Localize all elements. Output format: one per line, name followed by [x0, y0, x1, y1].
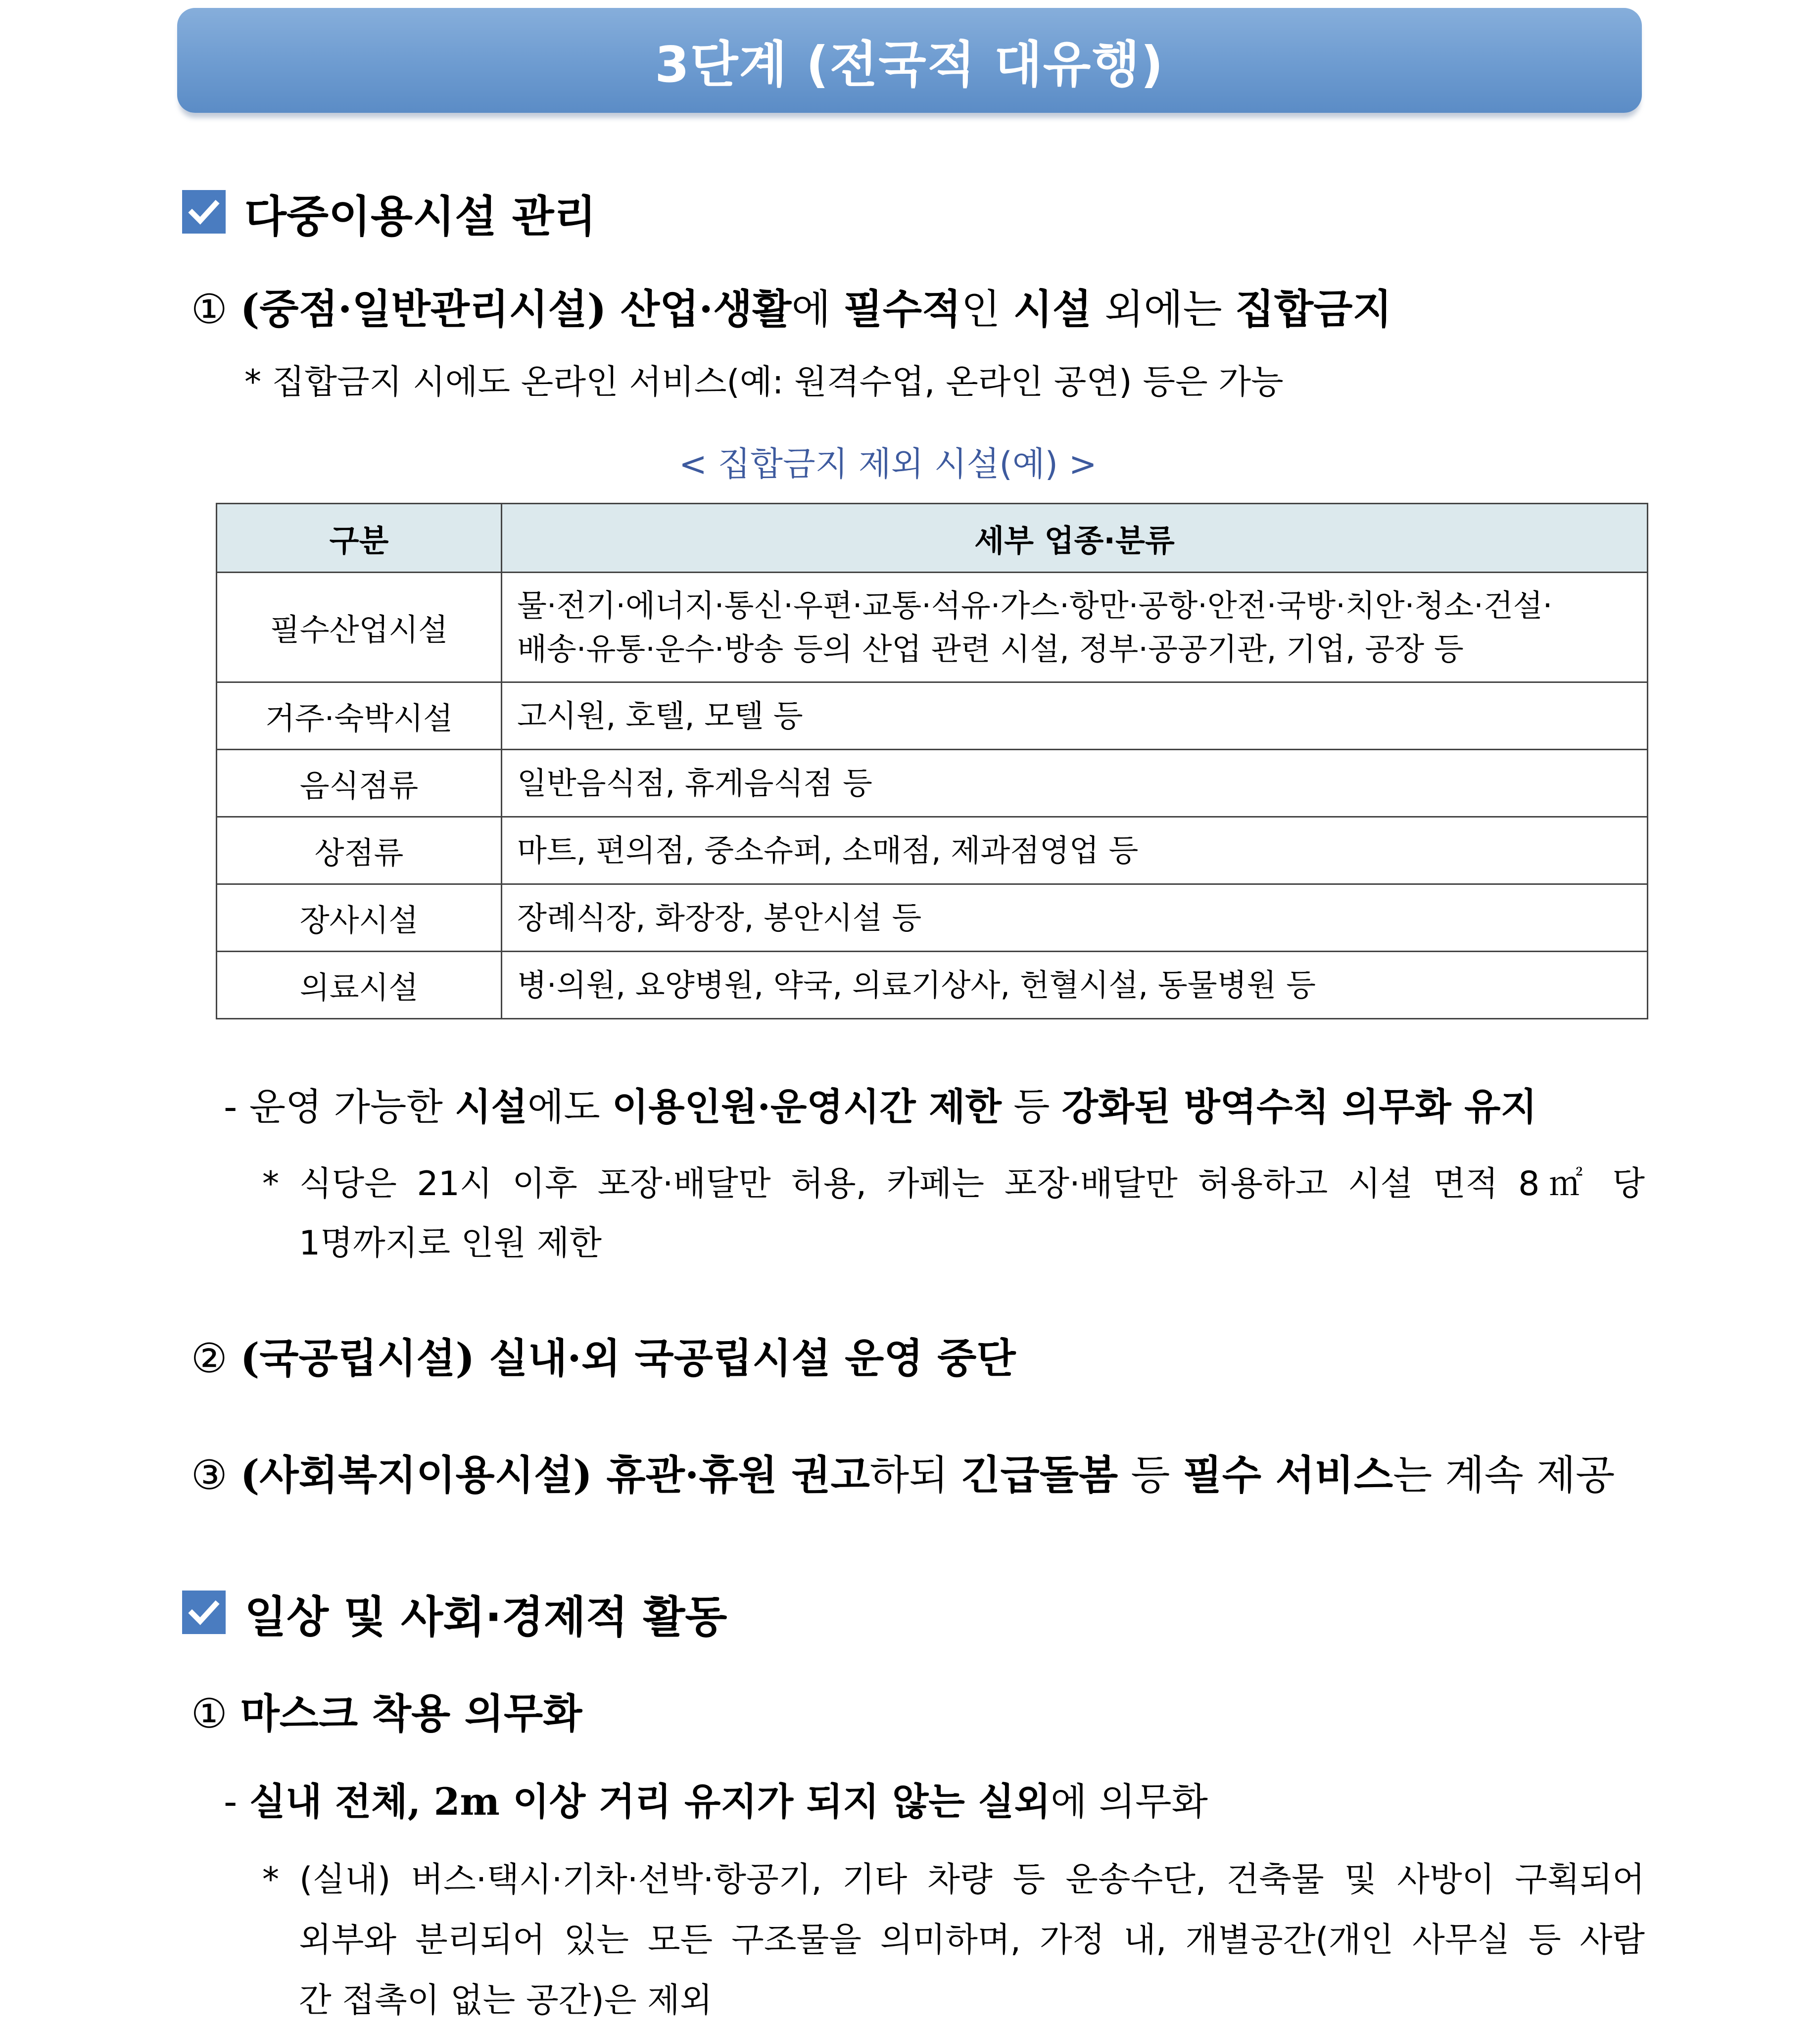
dash-text: 에도: [527, 1085, 612, 1129]
dash-bold-text: 시설: [454, 1085, 527, 1129]
item-bold-text: (국공립시설) 실내·외 국공립시설 운영 중단: [240, 1335, 1016, 1382]
banner-title: 3단계 (전국적 대유행): [655, 36, 1164, 94]
note-restaurant-line1: * 식당은 21시 이후 포장·배달만 허용, 카페는 포장·배달만 허용하고 시설 면적 8㎡ 당: [262, 1164, 1645, 1204]
note-online-services: * 집합금지 시에도 온라인 서비스(예: 원격수업, 온라인 공연) 등은 가능: [244, 363, 1284, 402]
table-cell-category: 필수산업시설: [217, 573, 502, 682]
stage-banner: [177, 8, 1642, 113]
dash-operating-facilities: [224, 1077, 1537, 1131]
note-indoor-line1: * (실내) 버스·택시·기차·선박·항공기, 기타 차량 등 운송수단, 건축물 및 사방이 구획되어: [262, 1860, 1645, 1899]
table-cell-detail-line: 배송·유통·운수·방송 등의 산업 관련 시설, 정부·공공기관, 기업, 공장 등: [517, 630, 1464, 667]
item-bold-text: 필수적: [843, 286, 961, 333]
section-title-facilities: 다중이용시설 관리: [244, 191, 596, 242]
item-number: ②: [191, 1335, 228, 1382]
table-row: [217, 573, 1648, 682]
note-restaurant-line2: 1명까지로 인원 제한: [299, 1224, 602, 1263]
table-row: [217, 817, 1648, 884]
table-cell-category: 음식점류: [217, 750, 502, 817]
table-cell-category: 의료시설: [217, 952, 502, 1019]
table-cell-detail: 일반음식점, 휴게음식점 등: [502, 750, 1648, 817]
item-welfare-facilities: [191, 1443, 1615, 1501]
item-bold-text: (사회복지이용시설) 휴관·휴원 권고: [240, 1451, 870, 1499]
item-restriction-1: [191, 277, 1392, 335]
checkbox-icon: [182, 1591, 226, 1634]
dash-bold-text: 실내 전체, 2m 이상 거리 유지가 되지 않는 실외: [249, 1780, 1051, 1824]
table-cell-detail: 장례식장, 화장장, 봉안시설 등: [502, 884, 1648, 952]
dash-mask-scope: [224, 1772, 1208, 1826]
item-text: 는 계속 제공: [1393, 1452, 1615, 1499]
table-row: [217, 682, 1648, 750]
dash-bold-text: 이용인원·운영시간 제한: [612, 1085, 1002, 1129]
table-header-row: [217, 504, 1648, 573]
dash-bold-text: 강화된 방역수칙 의무화 유지: [1061, 1085, 1537, 1129]
exempt-facilities-table: [216, 503, 1648, 1019]
item-text: 등: [1118, 1452, 1183, 1499]
dash-text: 에 의무화: [1051, 1780, 1208, 1824]
table-row: [217, 952, 1648, 1019]
table-row: [217, 884, 1648, 952]
dash-text: 등: [1001, 1085, 1062, 1129]
item-bold-text: 시설: [1013, 286, 1092, 333]
table-cell-detail-line: 물·전기·에너지·통신·우편·교통·석유·가스·항만·공항·안전·국방·치안·청소·건설·: [517, 587, 1553, 624]
note-indoor-line2: 외부와 분리되어 있는 모든 구조물을 의미하며, 가정 내, 개별공간(개인 사무실 등 사람: [299, 1921, 1645, 1960]
item-bold-text: 집합금지: [1235, 286, 1392, 333]
item-bold-text: 마스크 착용 의무화: [240, 1690, 582, 1737]
table-caption: < 집합금지 제외 시설(예) >: [679, 445, 1097, 484]
item-number: ①: [191, 1690, 228, 1737]
item-bold-text: 필수 서비스: [1183, 1451, 1393, 1499]
section-title-daily-activity: 일상 및 사회·경제적 활동: [244, 1592, 727, 1642]
table-cell-category: 상점류: [217, 817, 502, 884]
table-cell-detail: 병·의원, 요양병원, 약국, 의료기상사, 헌혈시설, 동물병원 등: [502, 952, 1648, 1019]
item-text: 인: [961, 286, 1013, 333]
checkbox-icon: [182, 190, 226, 234]
table-cell-detail: [502, 573, 1648, 682]
table-cell-category: 장사시설: [217, 884, 502, 952]
item-bold-text: 긴급돌봄: [961, 1451, 1118, 1499]
item-text: 하되: [869, 1452, 961, 1499]
table-header-category: 구분: [217, 504, 502, 573]
dash-text: - 운영 가능한: [224, 1085, 455, 1129]
item-public-facilities: [191, 1326, 1016, 1384]
table-row: [217, 750, 1648, 817]
table-cell-detail: 마트, 편의점, 중소슈퍼, 소매점, 제과점영업 등: [502, 817, 1648, 884]
item-number: ①: [191, 286, 228, 333]
item-text: 에: [791, 286, 844, 333]
item-text: 외에는: [1092, 286, 1235, 333]
table-cell-category: 거주·숙박시설: [217, 682, 502, 750]
dash-text: -: [224, 1780, 249, 1824]
table-cell-detail: 고시원, 호텔, 모텔 등: [502, 682, 1648, 750]
item-mask-mandatory: [191, 1682, 582, 1739]
note-indoor-line3: 간 접촉이 없는 공간)은 제외: [299, 1981, 713, 2020]
item-bold-text: (중점·일반관리시설) 산업·생활: [240, 286, 792, 333]
table-header-detail: 세부 업종·분류: [502, 504, 1648, 573]
item-number: ③: [191, 1452, 228, 1499]
